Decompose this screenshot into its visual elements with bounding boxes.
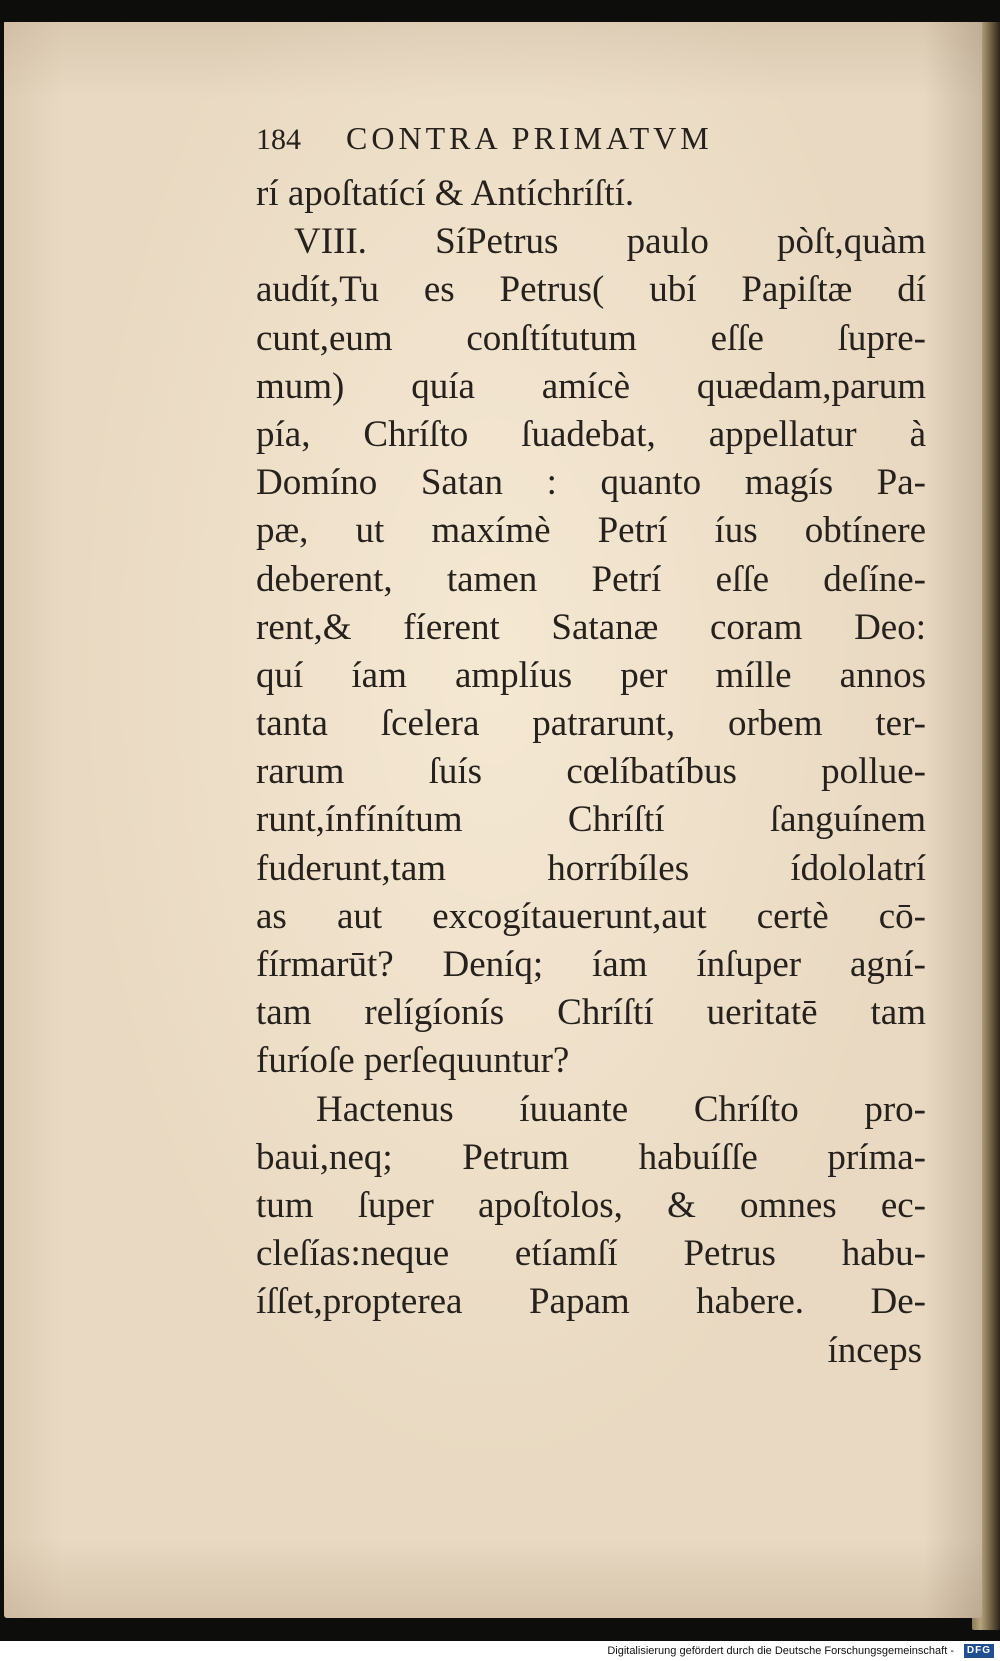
text-line: fírmarūt? Deníq; íam ínſuper agní-: [256, 944, 926, 985]
text-line: audít,Tu es Petrus( ubí Papiſtæ dí: [256, 269, 926, 311]
text-line: íſſet,propterea Papam habere. De-: [256, 1281, 926, 1323]
text-line: tanta ſcelera patrarunt, orbem ter-: [256, 703, 926, 745]
text-line: furíoſe perſequuntur?: [256, 1040, 570, 1082]
text-line: rarum ſuís cœlíbatíbus pollue-: [256, 751, 926, 793]
text-line: cleſías:neque etíamſí Petrus habu-: [256, 1233, 926, 1275]
text-line: pæ, ut maxímè Petrí íus obtínere: [256, 510, 926, 552]
text-line: pía, Chríſto ſuadebat, appellatur à: [256, 413, 926, 455]
catchword: ínceps: [827, 1329, 922, 1371]
text-line: rí apoſtatící & Antíchríſtí.: [256, 173, 635, 214]
text-line: mum) quía amícè quædam,parum: [256, 365, 926, 407]
book-page: [4, 20, 982, 1618]
page-text: [256, 120, 926, 1375]
text-line: baui,neq; Petrum habuíſſe príma-: [256, 1136, 926, 1178]
dfg-logo-icon: DFG: [964, 1644, 994, 1658]
page-number: 184: [256, 123, 301, 156]
running-head: CONTRA PRIMATVM: [346, 120, 713, 156]
text-line: Hactenus íuuante Chríſto pro-: [316, 1088, 926, 1130]
text-line: as aut excogítauerunt,aut certè cō-: [256, 895, 926, 937]
text-line: tum ſuper apoſtolos, & omnes ec-: [256, 1184, 926, 1226]
text-line: deberent, tamen Petrí eſſe deſíne-: [256, 558, 926, 600]
scan-top-border: [0, 0, 1000, 22]
footer-bar: [0, 1641, 1000, 1661]
text-line: VIII. SíPetrus paulo pòſt,quàm: [294, 221, 926, 263]
text-line: Domíno Satan : quanto magís Pa-: [256, 462, 926, 504]
text-line: fuderunt,tam horríbíles ídololatrí: [256, 847, 926, 889]
funding-credit: Digitalisierung gefördert durch die Deutsche Forschungsgemeinschaft -: [607, 1645, 954, 1657]
page-header: [256, 120, 926, 170]
text-line: runt,ínfínítum Chríſtí ſanguínem: [256, 799, 926, 841]
text-line: quí íam amplíus per mílle annos: [256, 654, 926, 696]
text-line: tam relígíonís Chríſtí ueritatē tam: [256, 992, 926, 1034]
text-line: rent,& fíerent Satanæ coram Deo:: [256, 606, 926, 648]
text-line: cunt,eum conſtítutum eſſe ſupre-: [256, 317, 926, 359]
